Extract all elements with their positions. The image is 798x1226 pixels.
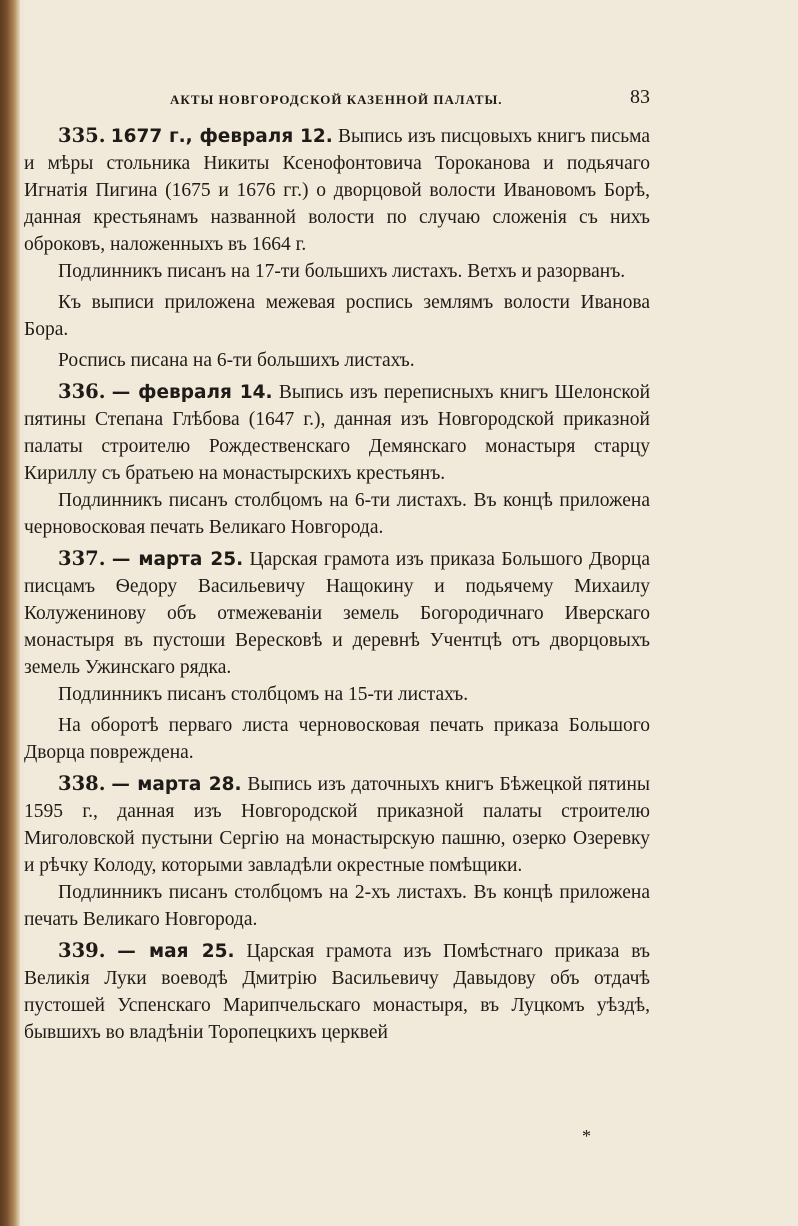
entry-note: Подлинникъ писанъ столбцомъ на 2-хъ листахъ. Въ концѣ приложена печать Великаго Новгорода. [24,882,650,930]
entry-text: Царская грамота изъ приказа Большого Дворца писцамъ Ѳедору Васильевичу Нащокину и подьячему Михаилу Колуженинову объ отмежеваніи земель Богородичнаго Иверскаго монастыря въ пустоши Вересковѣ и деревнѣ Учентцѣ отъ дворцовыхъ земель Ужинскаго рядка. [24,549,651,678]
entry-date: — марта 28. [111,774,242,795]
page-body [24,122,650,1050]
entry-date: — мая 25. [117,941,235,962]
signature-mark: * [582,1126,591,1146]
entry-text: Выпись изъ писцовыхъ книгъ письма и мѣры стольника Никиты Ксенофонтовича Тороканова и подьячаго Игнатія Пигина (1675 и 1676 гг.) о дворцовой волости Ивановомъ Борѣ, данная крестьянамъ названной волости по случаю сложенія съ нихъ оброковъ, наложенныхъ въ 1664 г. [24,126,651,255]
entry-number: 338. [58,772,106,795]
entry-note: На оборотѣ перваго листа черновосковая печать приказа Большого Дворца повреждена. [24,715,650,763]
entry-paragraph [24,937,650,1046]
entry-335 [24,122,650,374]
entry-paragraph [24,122,650,258]
entry-date: — февраля 14. [111,382,273,403]
entry-336 [24,378,650,541]
entry-paragraph [24,770,650,879]
entry-note: Подлинникъ писанъ столбцомъ на 15-ти листахъ. [58,684,469,705]
entry-text: Царская грамота изъ Помѣстнаго приказа въ Великія Луки воеводѣ Дмитрію Васильевичу Давыдову объ отдачѣ пустошей Успенскаго Марипчельскаго монастыря, въ Луцкомъ уѣздѣ, бывшихъ во владѣніи Торопецкихъ церквей [24,941,651,1043]
book-spine-edge [0,0,20,1226]
entry-text: Выпись изъ переписныхъ книгъ Шелонской пятины Степана Глѣбова (1647 г.), данная изъ Новгородской приказной палаты строителю Рождественскаго Демянскаго монастыря старцу Кириллу съ братьею на монастырскихъ крестьянъ. [24,382,651,484]
entry-paragraph [24,545,650,681]
page-header [170,88,650,112]
entry-number: 339. [58,939,106,962]
entry-338 [24,770,650,933]
entry-date: 1677 г., февраля 12. [110,126,333,147]
entry-339 [24,937,650,1046]
entry-date: — марта 25. [111,549,244,570]
entry-note: Подлинникъ писанъ столбцомъ на 6-ти листахъ. Въ концѣ приложена черновосковая печать Великаго Новгорода. [24,490,650,538]
entry-text: Выпись изъ даточныхъ книгъ Бѣжецкой пятины 1595 г., данная изъ Новгородской приказной палаты строителю Миголовской пустыни Сергію на монастырскую пашню, озерко Озеревку и рѣчку Колоду, которыми завладѣли окрестные помѣщики. [24,774,650,876]
entry-paragraph [24,378,650,487]
entry-number: 336. [58,380,106,403]
entry-number: 337. [58,547,106,570]
running-title: АКТЫ НОВГОРОДСКОЙ КАЗЕННОЙ ПАЛАТЫ. [170,92,503,107]
page-number: 83 [630,86,650,108]
entry-note: Подлинникъ писанъ на 17-ти большихъ листахъ. Ветхъ и разорванъ. [58,261,626,282]
entry-337 [24,545,650,766]
entry-note: Къ выписи приложена межевая роспись землямъ волости Иванова Бора. [24,292,650,340]
entry-number: 335. [58,124,106,147]
entry-note: Роспись писана на 6-ти большихъ листахъ. [58,350,415,371]
